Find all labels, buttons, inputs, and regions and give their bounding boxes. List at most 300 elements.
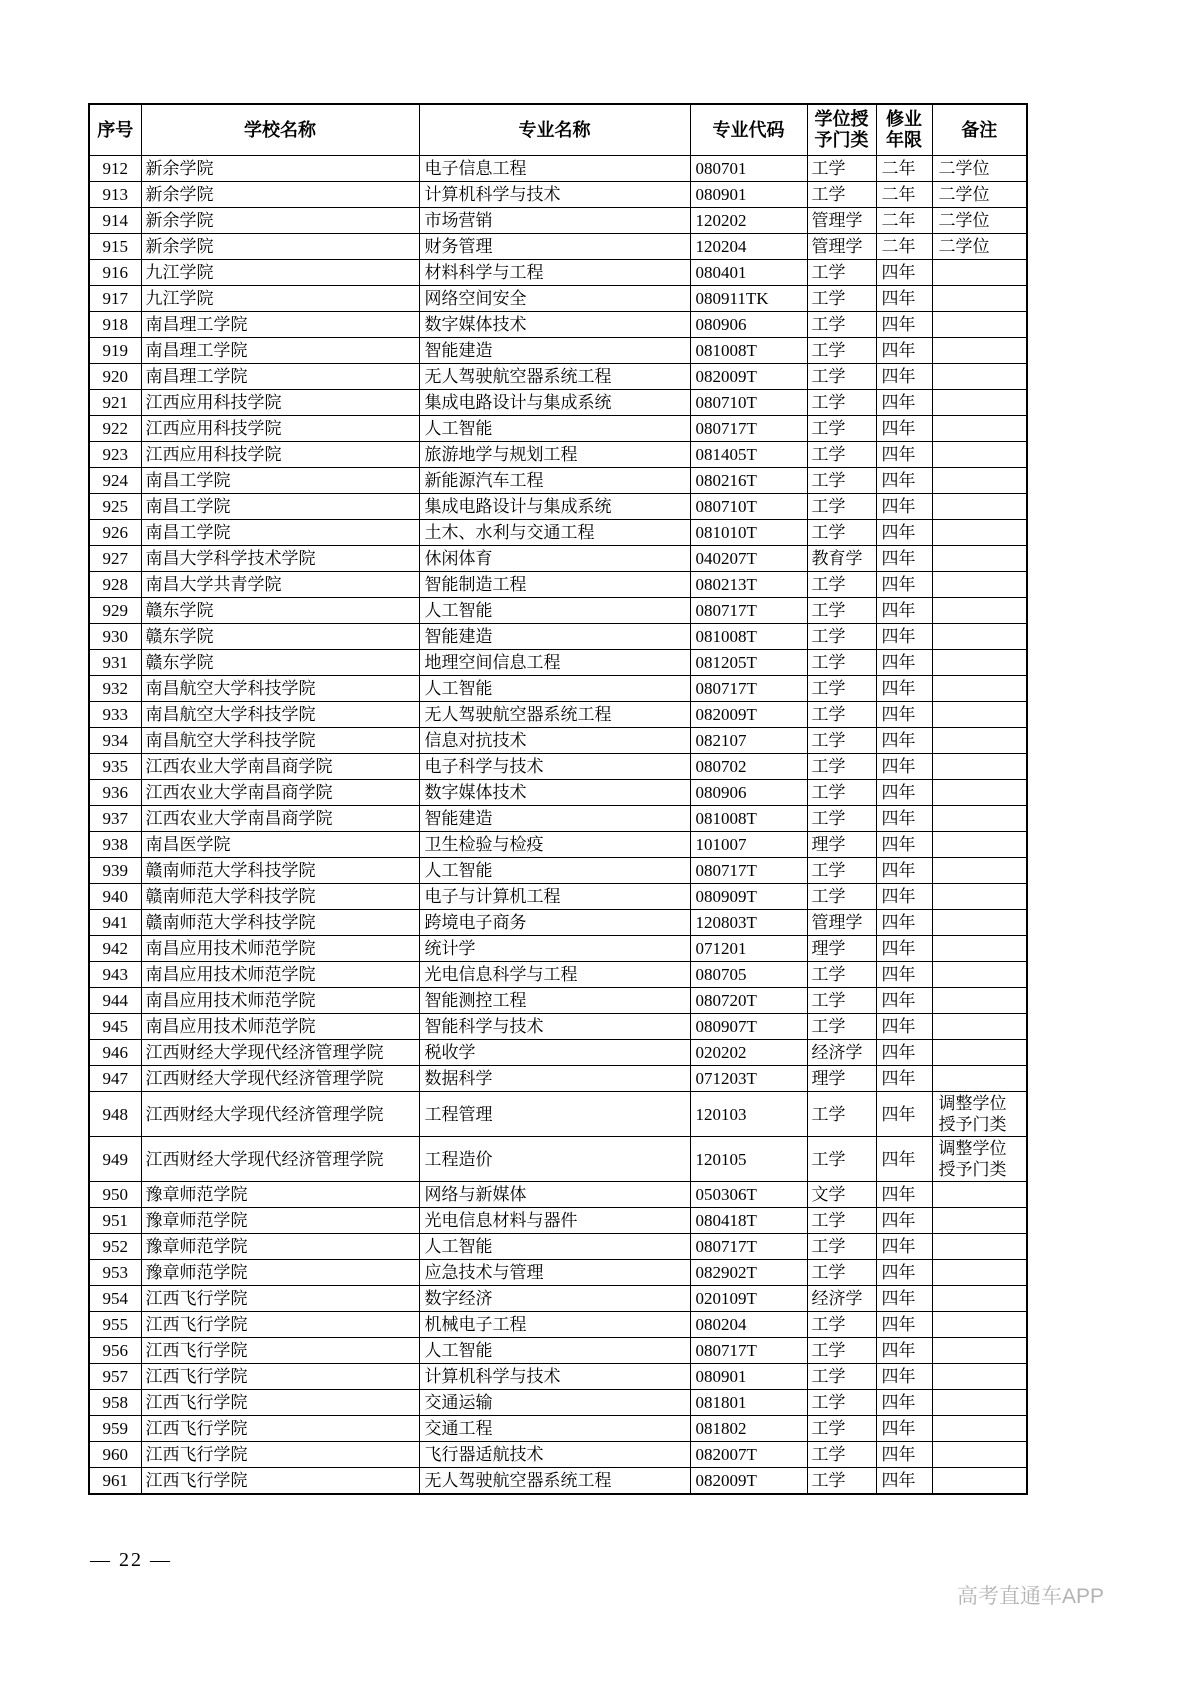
cell-remark: 二学位 [932,208,1027,234]
cell-school: 江西飞行学院 [141,1390,419,1416]
cell-major: 光电信息科学与工程 [419,962,690,988]
table-row [89,416,1027,442]
cell-major: 市场营销 [419,208,690,234]
cell-remark: 二学位 [932,156,1027,182]
table-row [89,936,1027,962]
table-row [89,1137,1027,1182]
table-row [89,1338,1027,1364]
table-row [89,780,1027,806]
cell-years: 四年 [876,1208,932,1234]
cell-degree: 管理学 [807,208,876,234]
cell-remark [932,1390,1027,1416]
cell-school: 新余学院 [141,208,419,234]
cell-degree: 工学 [807,988,876,1014]
cell-years: 二年 [876,208,932,234]
cell-years: 四年 [876,1468,932,1495]
cell-years: 四年 [876,676,932,702]
cell-code: 101007 [690,832,807,858]
cell-index: 920 [89,364,141,390]
cell-school: 南昌医学院 [141,832,419,858]
cell-years: 四年 [876,338,932,364]
cell-remark [932,962,1027,988]
cell-index: 925 [89,494,141,520]
cell-school: 南昌航空大学科技学院 [141,702,419,728]
cell-degree: 工学 [807,1468,876,1495]
cell-index: 941 [89,910,141,936]
cell-school: 南昌应用技术师范学院 [141,936,419,962]
cell-index: 935 [89,754,141,780]
cell-remark [932,260,1027,286]
cell-degree: 工学 [807,702,876,728]
table-row [89,624,1027,650]
cell-school: 南昌应用技术师范学院 [141,988,419,1014]
cell-school: 南昌航空大学科技学院 [141,676,419,702]
table-row [89,832,1027,858]
header-school: 学校名称 [141,104,419,156]
header-degree: 学位授予门类 [807,104,876,156]
cell-years: 四年 [876,832,932,858]
cell-degree: 教育学 [807,546,876,572]
cell-school: 江西财经大学现代经济管理学院 [141,1040,419,1066]
cell-school: 豫章师范学院 [141,1234,419,1260]
cell-degree: 工学 [807,390,876,416]
cell-years: 四年 [876,1338,932,1364]
table-row [89,1468,1027,1495]
cell-code: 020202 [690,1040,807,1066]
cell-years: 四年 [876,858,932,884]
cell-years: 四年 [876,1092,932,1137]
table-row [89,1286,1027,1312]
cell-years: 四年 [876,1260,932,1286]
cell-index: 927 [89,546,141,572]
cell-code: 080717T [690,416,807,442]
cell-code: 081405T [690,442,807,468]
cell-years: 四年 [876,936,932,962]
cell-school: 南昌理工学院 [141,364,419,390]
cell-degree: 工学 [807,1260,876,1286]
cell-school: 江西农业大学南昌商学院 [141,754,419,780]
cell-code: 080213T [690,572,807,598]
cell-code: 080710T [690,494,807,520]
cell-code: 080909T [690,884,807,910]
cell-remark [932,988,1027,1014]
cell-school: 江西应用科技学院 [141,416,419,442]
cell-major: 材料科学与工程 [419,260,690,286]
cell-years: 四年 [876,702,932,728]
cell-school: 江西飞行学院 [141,1312,419,1338]
cell-school: 赣东学院 [141,650,419,676]
cell-index: 940 [89,884,141,910]
cell-years: 四年 [876,1286,932,1312]
cell-code: 040207T [690,546,807,572]
cell-degree: 工学 [807,1364,876,1390]
cell-code: 120103 [690,1092,807,1137]
cell-degree: 工学 [807,1312,876,1338]
cell-index: 931 [89,650,141,676]
cell-index: 923 [89,442,141,468]
cell-degree: 理学 [807,936,876,962]
table-row [89,728,1027,754]
cell-index: 930 [89,624,141,650]
table-row [89,1014,1027,1040]
header-code: 专业代码 [690,104,807,156]
cell-code: 080906 [690,780,807,806]
cell-index: 950 [89,1182,141,1208]
cell-remark [932,1364,1027,1390]
majors-table [88,103,1028,1495]
cell-major: 数字经济 [419,1286,690,1312]
cell-school: 江西财经大学现代经济管理学院 [141,1066,419,1092]
cell-code: 081802 [690,1416,807,1442]
cell-code: 082007T [690,1442,807,1468]
cell-degree: 工学 [807,962,876,988]
cell-index: 912 [89,156,141,182]
table-row [89,1364,1027,1390]
cell-years: 四年 [876,806,932,832]
cell-degree: 工学 [807,182,876,208]
cell-remark [932,936,1027,962]
cell-remark [932,1260,1027,1286]
cell-remark [932,1066,1027,1092]
cell-major: 数字媒体技术 [419,780,690,806]
cell-code: 071201 [690,936,807,962]
cell-remark [932,1286,1027,1312]
cell-degree: 工学 [807,598,876,624]
cell-code: 080717T [690,858,807,884]
cell-major: 数据科学 [419,1066,690,1092]
table-row [89,650,1027,676]
table-row [89,182,1027,208]
cell-remark [932,390,1027,416]
table-row [89,156,1027,182]
cell-remark [932,572,1027,598]
cell-major: 人工智能 [419,676,690,702]
cell-years: 四年 [876,1014,932,1040]
cell-code: 082009T [690,364,807,390]
cell-code: 081205T [690,650,807,676]
table-row [89,1234,1027,1260]
cell-degree: 管理学 [807,910,876,936]
cell-school: 赣南师范大学科技学院 [141,858,419,884]
cell-code: 081008T [690,338,807,364]
cell-index: 947 [89,1066,141,1092]
cell-years: 四年 [876,546,932,572]
cell-major: 光电信息材料与器件 [419,1208,690,1234]
cell-index: 918 [89,312,141,338]
cell-years: 四年 [876,1390,932,1416]
cell-remark [932,1468,1027,1495]
cell-code: 080705 [690,962,807,988]
cell-index: 959 [89,1416,141,1442]
cell-school: 江西飞行学院 [141,1442,419,1468]
table-row [89,234,1027,260]
cell-index: 942 [89,936,141,962]
cell-degree: 工学 [807,364,876,390]
cell-years: 四年 [876,1442,932,1468]
cell-years: 四年 [876,650,932,676]
header-years: 修业年限 [876,104,932,156]
cell-years: 四年 [876,364,932,390]
cell-code: 080717T [690,1338,807,1364]
cell-school: 新余学院 [141,182,419,208]
cell-school: 江西财经大学现代经济管理学院 [141,1137,419,1182]
table-row [89,1208,1027,1234]
cell-major: 统计学 [419,936,690,962]
table-row [89,754,1027,780]
cell-remark [932,286,1027,312]
cell-code: 080418T [690,1208,807,1234]
cell-degree: 工学 [807,1234,876,1260]
cell-school: 江西飞行学院 [141,1286,419,1312]
cell-index: 919 [89,338,141,364]
cell-index: 934 [89,728,141,754]
cell-major: 电子科学与技术 [419,754,690,780]
table-row [89,676,1027,702]
cell-index: 929 [89,598,141,624]
cell-code: 080911TK [690,286,807,312]
cell-remark [932,728,1027,754]
cell-school: 江西飞行学院 [141,1468,419,1495]
cell-degree: 文学 [807,1182,876,1208]
cell-major: 无人驾驶航空器系统工程 [419,702,690,728]
cell-major: 网络空间安全 [419,286,690,312]
table-row [89,312,1027,338]
cell-school: 豫章师范学院 [141,1182,419,1208]
table-row [89,338,1027,364]
cell-remark: 调整学位授予门类 [932,1092,1027,1137]
cell-index: 938 [89,832,141,858]
cell-degree: 工学 [807,1442,876,1468]
cell-code: 081010T [690,520,807,546]
cell-school: 江西飞行学院 [141,1364,419,1390]
cell-degree: 工学 [807,728,876,754]
cell-code: 080901 [690,1364,807,1390]
cell-degree: 工学 [807,1338,876,1364]
cell-major: 电子信息工程 [419,156,690,182]
table-row [89,1092,1027,1137]
cell-major: 旅游地学与规划工程 [419,442,690,468]
cell-major: 交通工程 [419,1416,690,1442]
cell-degree: 工学 [807,1014,876,1040]
cell-index: 939 [89,858,141,884]
cell-index: 928 [89,572,141,598]
cell-code: 120204 [690,234,807,260]
cell-degree: 工学 [807,1092,876,1137]
cell-years: 四年 [876,572,932,598]
cell-index: 948 [89,1092,141,1137]
cell-remark [932,650,1027,676]
cell-index: 949 [89,1137,141,1182]
table-row [89,442,1027,468]
cell-remark [932,416,1027,442]
cell-major: 集成电路设计与集成系统 [419,494,690,520]
cell-major: 卫生检验与检疫 [419,832,690,858]
cell-years: 四年 [876,442,932,468]
cell-school: 豫章师范学院 [141,1260,419,1286]
cell-years: 四年 [876,390,932,416]
cell-years: 二年 [876,156,932,182]
cell-years: 四年 [876,1364,932,1390]
cell-code: 080702 [690,754,807,780]
cell-school: 赣东学院 [141,624,419,650]
cell-years: 四年 [876,962,932,988]
cell-remark: 二学位 [932,234,1027,260]
cell-remark [932,858,1027,884]
cell-degree: 经济学 [807,1040,876,1066]
cell-code: 120202 [690,208,807,234]
cell-school: 新余学院 [141,234,419,260]
cell-years: 四年 [876,910,932,936]
cell-major: 智能建造 [419,624,690,650]
table-row [89,806,1027,832]
cell-code: 082902T [690,1260,807,1286]
cell-years: 四年 [876,1416,932,1442]
cell-school: 南昌大学共青学院 [141,572,419,598]
cell-years: 四年 [876,286,932,312]
cell-index: 926 [89,520,141,546]
cell-code: 081008T [690,806,807,832]
cell-code: 080710T [690,390,807,416]
cell-code: 080204 [690,1312,807,1338]
cell-code: 080720T [690,988,807,1014]
cell-years: 二年 [876,234,932,260]
cell-years: 四年 [876,780,932,806]
cell-degree: 工学 [807,416,876,442]
cell-code: 071203T [690,1066,807,1092]
cell-code: 050306T [690,1182,807,1208]
cell-degree: 工学 [807,1416,876,1442]
cell-index: 946 [89,1040,141,1066]
cell-major: 新能源汽车工程 [419,468,690,494]
cell-code: 080701 [690,156,807,182]
cell-index: 958 [89,1390,141,1416]
table-row [89,1442,1027,1468]
cell-index: 924 [89,468,141,494]
page-number: — 22 — [90,1549,172,1571]
cell-index: 944 [89,988,141,1014]
cell-degree: 理学 [807,1066,876,1092]
cell-major: 税收学 [419,1040,690,1066]
cell-degree: 工学 [807,884,876,910]
cell-index: 954 [89,1286,141,1312]
cell-years: 四年 [876,260,932,286]
cell-degree: 工学 [807,312,876,338]
table-row [89,546,1027,572]
cell-remark [932,1040,1027,1066]
cell-index: 914 [89,208,141,234]
table-row [89,520,1027,546]
cell-remark [932,494,1027,520]
cell-years: 四年 [876,988,932,1014]
cell-degree: 工学 [807,520,876,546]
table-row [89,1390,1027,1416]
cell-years: 二年 [876,182,932,208]
cell-remark [932,1234,1027,1260]
cell-code: 080901 [690,182,807,208]
cell-school: 南昌工学院 [141,468,419,494]
cell-code: 020109T [690,1286,807,1312]
cell-code: 081008T [690,624,807,650]
cell-remark [932,780,1027,806]
cell-degree: 工学 [807,650,876,676]
cell-school: 赣南师范大学科技学院 [141,884,419,910]
cell-school: 江西应用科技学院 [141,442,419,468]
cell-degree: 工学 [807,624,876,650]
cell-degree: 理学 [807,832,876,858]
cell-school: 赣南师范大学科技学院 [141,910,419,936]
cell-remark [932,910,1027,936]
cell-major: 财务管理 [419,234,690,260]
cell-degree: 工学 [807,676,876,702]
cell-code: 082009T [690,1468,807,1495]
cell-major: 无人驾驶航空器系统工程 [419,364,690,390]
cell-remark [932,676,1027,702]
cell-index: 913 [89,182,141,208]
cell-index: 961 [89,1468,141,1495]
cell-remark [932,546,1027,572]
table-row [89,208,1027,234]
cell-school: 南昌大学科学技术学院 [141,546,419,572]
cell-major: 人工智能 [419,598,690,624]
table-row [89,884,1027,910]
cell-school: 江西农业大学南昌商学院 [141,806,419,832]
cell-years: 四年 [876,754,932,780]
cell-code: 080717T [690,676,807,702]
cell-code: 080216T [690,468,807,494]
cell-major: 网络与新媒体 [419,1182,690,1208]
cell-school: 豫章师范学院 [141,1208,419,1234]
cell-index: 943 [89,962,141,988]
cell-major: 飞行器适航技术 [419,1442,690,1468]
cell-years: 四年 [876,1040,932,1066]
cell-school: 南昌工学院 [141,520,419,546]
cell-years: 四年 [876,312,932,338]
cell-major: 人工智能 [419,1338,690,1364]
cell-code: 080401 [690,260,807,286]
cell-index: 922 [89,416,141,442]
cell-school: 江西飞行学院 [141,1416,419,1442]
cell-degree: 工学 [807,572,876,598]
cell-years: 四年 [876,1137,932,1182]
cell-major: 跨境电子商务 [419,910,690,936]
cell-remark [932,884,1027,910]
cell-school: 南昌应用技术师范学院 [141,962,419,988]
table-row [89,1312,1027,1338]
cell-degree: 工学 [807,806,876,832]
cell-school: 南昌应用技术师范学院 [141,1014,419,1040]
cell-code: 080717T [690,598,807,624]
cell-index: 915 [89,234,141,260]
cell-school: 江西飞行学院 [141,1338,419,1364]
cell-index: 956 [89,1338,141,1364]
table-row [89,572,1027,598]
cell-major: 数字媒体技术 [419,312,690,338]
cell-index: 933 [89,702,141,728]
cell-degree: 工学 [807,338,876,364]
cell-major: 地理空间信息工程 [419,650,690,676]
cell-major: 智能建造 [419,806,690,832]
cell-school: 南昌理工学院 [141,338,419,364]
table-row [89,962,1027,988]
cell-years: 四年 [876,598,932,624]
table-row [89,1260,1027,1286]
cell-degree: 工学 [807,260,876,286]
cell-major: 智能制造工程 [419,572,690,598]
table-row [89,1040,1027,1066]
header-major: 专业名称 [419,104,690,156]
cell-school: 江西应用科技学院 [141,390,419,416]
cell-remark [932,624,1027,650]
